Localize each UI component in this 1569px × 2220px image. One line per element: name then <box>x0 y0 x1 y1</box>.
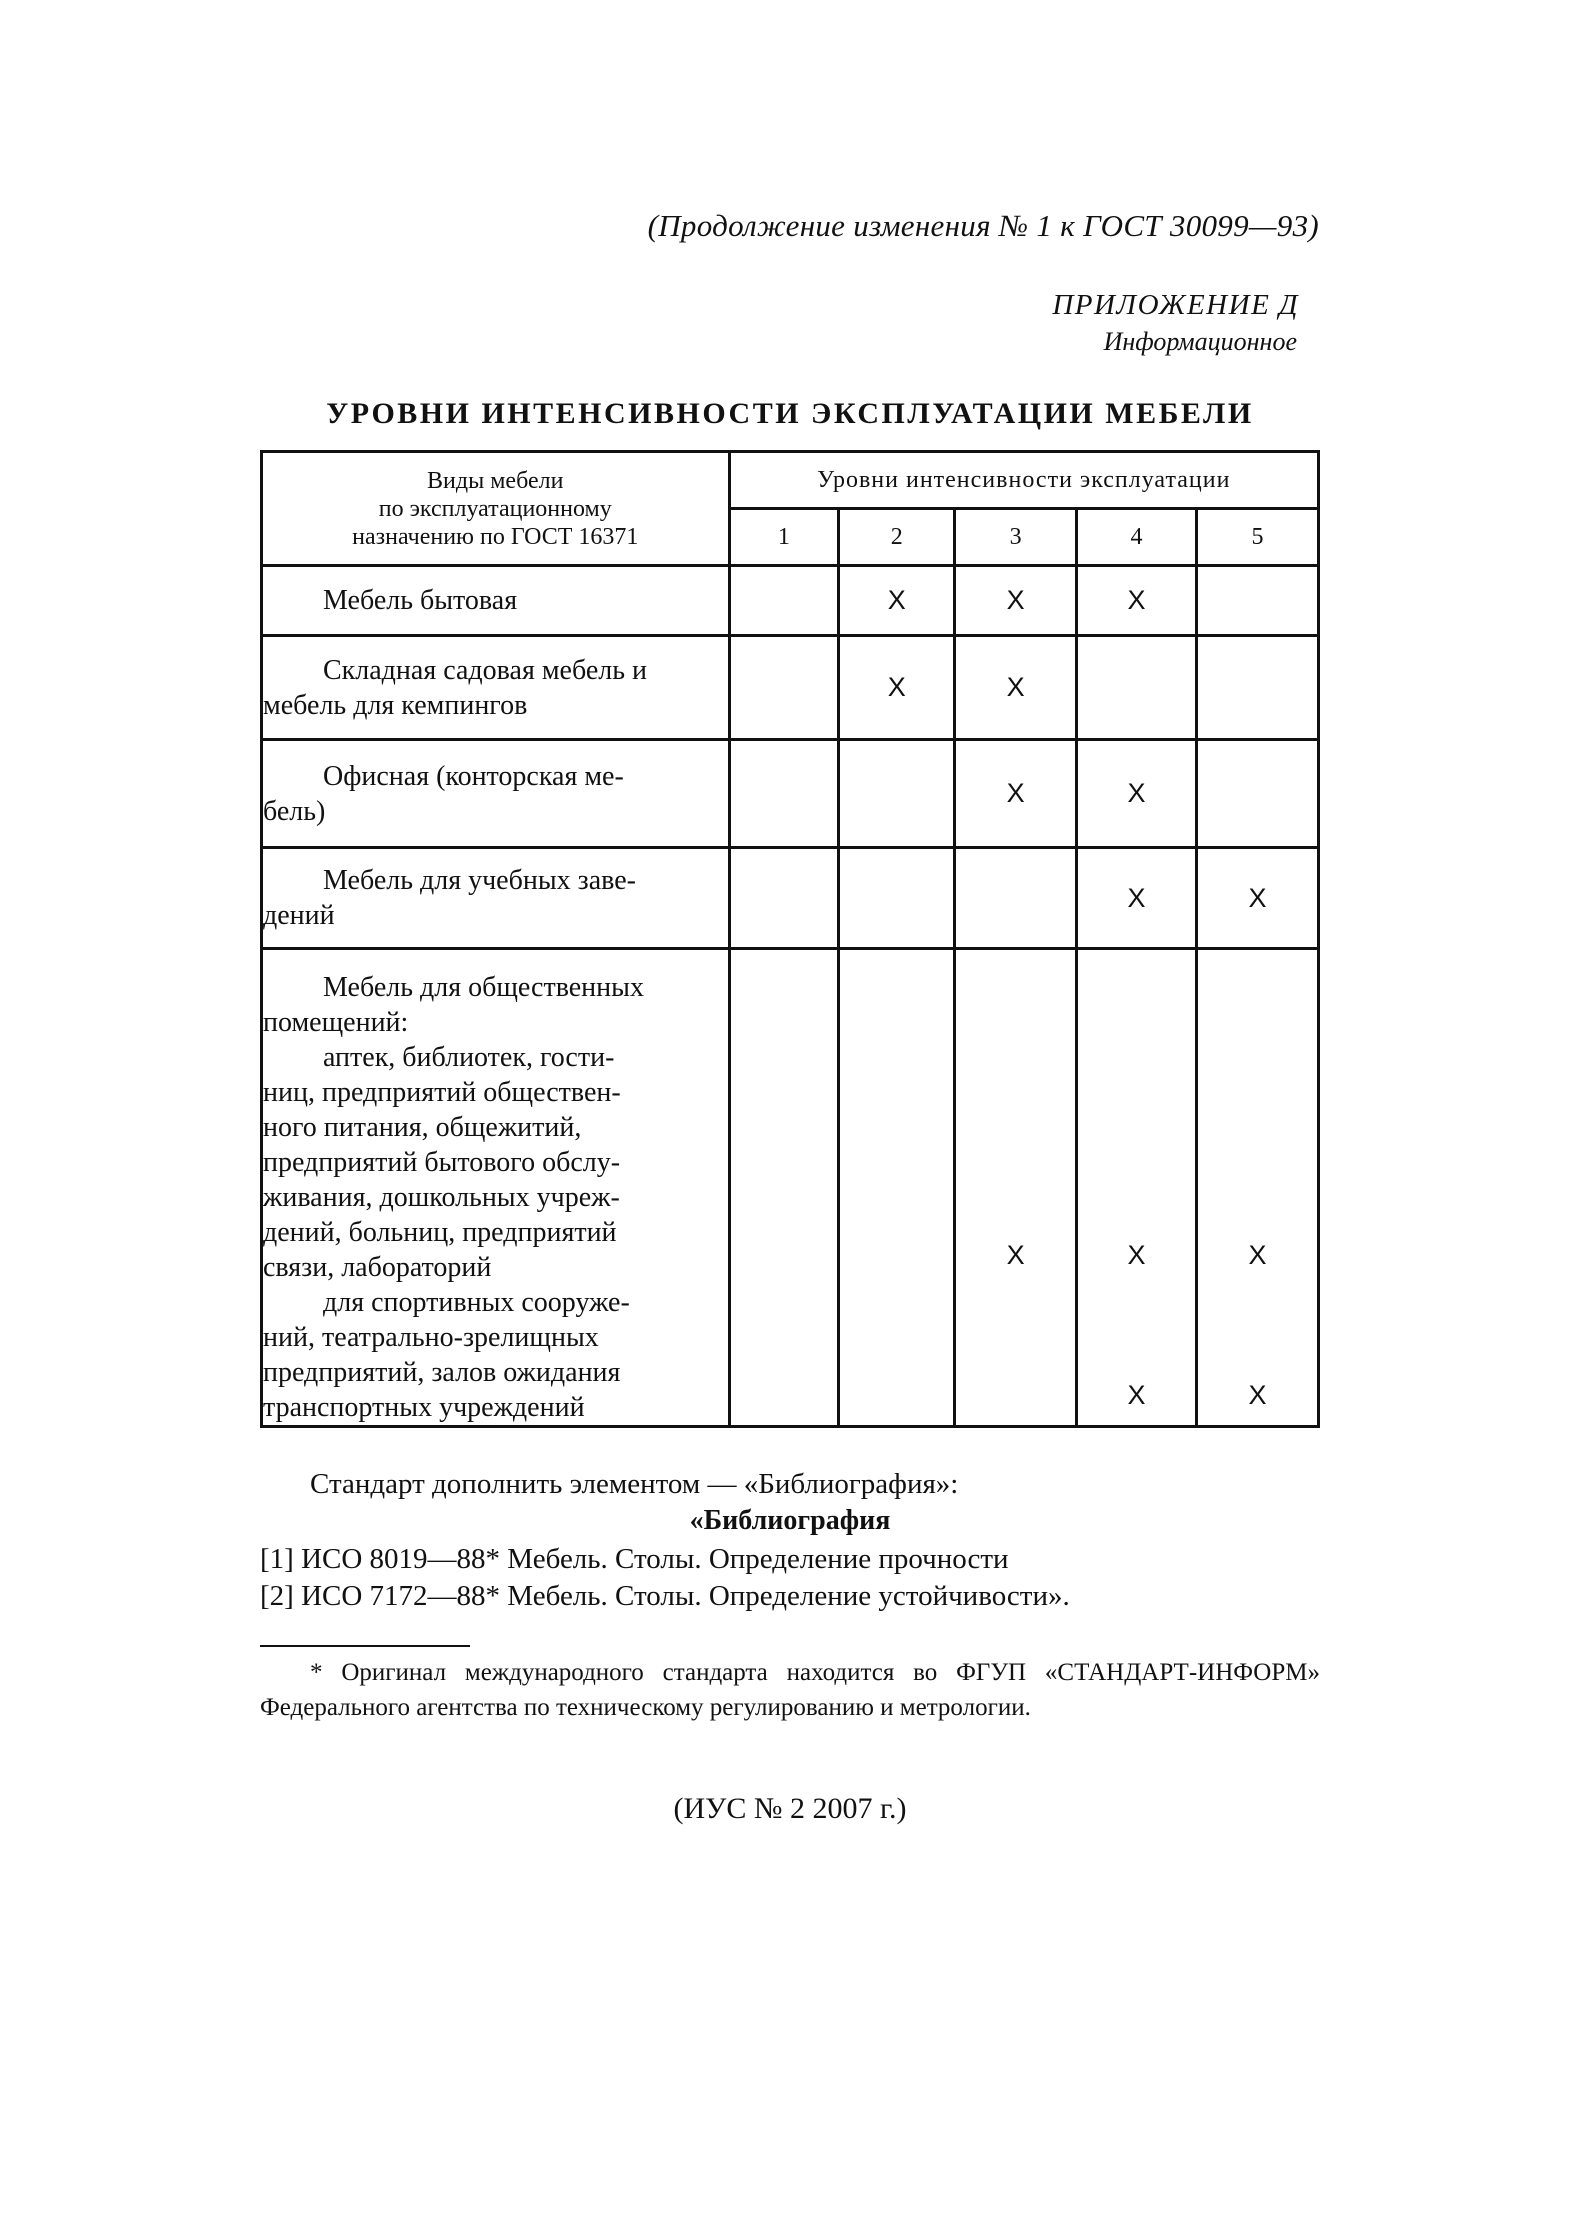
cell-line: живания, дошкольных учреж- <box>263 1182 620 1213</box>
mark-second <box>840 1378 953 1413</box>
cell-line: ний, театрально-зрелищных <box>263 1322 599 1353</box>
mark-cell: Х <box>839 566 955 636</box>
level-number: 3 <box>955 509 1077 566</box>
mark-first: Х <box>1127 1240 1146 1270</box>
furniture-type-header <box>262 452 730 566</box>
cell-line: ниц, предприятий обществен- <box>263 1077 621 1108</box>
mark-cell <box>729 848 839 949</box>
mark-cell: Х <box>955 636 1077 740</box>
furniture-type-cell <box>262 636 730 740</box>
mark-cell: Х <box>1197 848 1319 949</box>
cell-line: транспортных учреждений <box>263 1392 585 1423</box>
mark-cell <box>1197 949 1319 1427</box>
mark-cell <box>839 949 955 1427</box>
table-row <box>262 740 1319 848</box>
mark-second <box>956 1378 1075 1413</box>
cell-line: дений <box>263 900 335 931</box>
table-row <box>262 848 1319 949</box>
mark-cell <box>839 740 955 848</box>
mark-cell <box>955 848 1077 949</box>
mark-first: Х <box>1006 1240 1025 1270</box>
level-number: 2 <box>839 509 955 566</box>
mark-cell <box>1197 566 1319 636</box>
mark-cell: Х <box>1077 566 1197 636</box>
header-line: назначению по ГОСТ 16371 <box>352 523 639 550</box>
table-row <box>262 636 1319 740</box>
footnote: * Оригинал международного стандарта находится во ФГУП «СТАНДАРТ-ИНФОРМ» Федерального агентства по техническому регулированию и метрологии. <box>260 1659 1320 1721</box>
mark-cell: Х <box>839 636 955 740</box>
level-number: 4 <box>1077 509 1197 566</box>
mark-cell <box>729 636 839 740</box>
cell-line: дений, больниц, предприятий <box>263 1217 617 1248</box>
cell-line: для спортивных сооруже- <box>323 1287 630 1318</box>
cell-line: бель) <box>263 795 326 827</box>
mark-cell <box>839 848 955 949</box>
issue-reference: (ИУС № 2 2007 г.) <box>673 1792 907 1825</box>
level-number: 1 <box>729 509 839 566</box>
cell-line: помещений: <box>263 1007 409 1038</box>
cell-line: предприятий, залов ожидания <box>263 1357 621 1388</box>
mark-cell: Х <box>955 566 1077 636</box>
header-line: Виды мебели <box>427 467 564 494</box>
appendix-status: Информационное <box>1103 327 1297 356</box>
table-row <box>262 566 1319 636</box>
mark-first <box>840 1238 953 1273</box>
mark-cell: Х <box>1077 740 1197 848</box>
mark-cell: Х <box>955 740 1077 848</box>
mark-cell: Х <box>1077 848 1197 949</box>
table-row <box>262 949 1319 1427</box>
intensity-table <box>260 450 1320 1428</box>
furniture-type-cell <box>262 949 730 1427</box>
mark-first: Х <box>1248 1240 1267 1270</box>
furniture-type-cell <box>262 566 730 636</box>
mark-cell <box>729 740 839 848</box>
cell-line: Мебель для общественных <box>323 972 644 1003</box>
mark-second <box>731 1378 838 1413</box>
cell-line: связи, лабораторий <box>263 1252 492 1283</box>
mark-cell <box>955 949 1077 1427</box>
footnote-divider <box>260 1645 470 1647</box>
furniture-type-cell <box>262 740 730 848</box>
cell-line: предприятий бытового обслу- <box>263 1147 621 1178</box>
cell-line: мебель для кемпингов <box>263 689 528 721</box>
bibliography-item: [2] ИСО 7172—88* Мебель. Столы. Определение устойчивости». <box>260 1580 1070 1612</box>
document-title: УРОВНИ ИНТЕНСИВНОСТИ ЭКСПЛУАТАЦИИ МЕБЕЛИ <box>326 397 1254 430</box>
cell-line: Мебель для учебных заве- <box>323 865 636 896</box>
mark-second: Х <box>1127 1380 1146 1410</box>
mark-first <box>731 1238 838 1273</box>
mark-cell <box>1077 636 1197 740</box>
levels-header: Уровни интенсивности эксплуатации <box>729 452 1318 509</box>
appendix-label: ПРИЛОЖЕНИЕ Д <box>1052 289 1299 321</box>
level-number: 5 <box>1197 509 1319 566</box>
supplement-text: Стандарт дополнить элементом — «Библиография»: <box>310 1468 959 1500</box>
cell-line: аптек, библиотек, гости- <box>323 1042 615 1073</box>
mark-cell <box>1077 949 1197 1427</box>
mark-second: Х <box>1248 1380 1267 1410</box>
mark-cell <box>1197 636 1319 740</box>
bibliography-title: «Библиография <box>689 1505 891 1536</box>
furniture-type-cell <box>262 848 730 949</box>
mark-cell <box>729 566 839 636</box>
cell-line: Офисная (конторская ме- <box>323 760 624 792</box>
cell-line: ного питания, общежитий, <box>263 1112 582 1143</box>
cell-line: Складная садовая мебель и <box>323 654 647 686</box>
mark-cell <box>729 949 839 1427</box>
cell-line: Мебель бытовая <box>323 585 518 616</box>
bibliography-item: [1] ИСО 8019—88* Мебель. Столы. Определение прочности <box>260 1543 1009 1575</box>
header-line: по эксплуатационному <box>378 495 612 522</box>
continuation-note: (Продолжение изменения № 1 к ГОСТ 30099—93) <box>647 208 1319 243</box>
mark-cell <box>1197 740 1319 848</box>
